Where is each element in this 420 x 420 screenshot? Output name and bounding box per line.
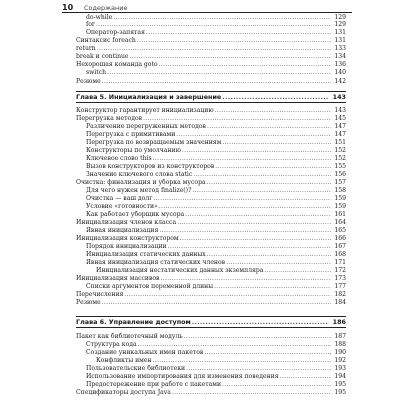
entry-page: 140 bbox=[334, 69, 346, 76]
dot-leader bbox=[184, 333, 331, 341]
dot-leader bbox=[280, 373, 331, 381]
toc-entry bbox=[76, 211, 346, 219]
dot-leader bbox=[153, 357, 331, 365]
entry-page: 187 bbox=[334, 333, 346, 340]
toc-entry bbox=[76, 381, 346, 389]
entry-title: Резюме bbox=[76, 78, 101, 85]
dot-leader bbox=[215, 107, 331, 115]
entry-page: 147 bbox=[334, 131, 346, 138]
toc-entry bbox=[76, 37, 346, 45]
toc-entry bbox=[76, 349, 346, 357]
toc-entry bbox=[76, 251, 346, 259]
entry-page: 158 bbox=[334, 187, 346, 194]
entry-page: 195 bbox=[334, 389, 346, 396]
entry-page: 173 bbox=[334, 275, 346, 282]
entry-page: 190 bbox=[334, 349, 346, 356]
entry-page: 186 bbox=[332, 318, 346, 326]
entry-title: Пользовательские библиотеки bbox=[86, 365, 186, 372]
toc-entry bbox=[76, 78, 346, 86]
entry-title: Инициализация нестатических данных экземпляра bbox=[96, 267, 264, 274]
entry-page: 184 bbox=[334, 299, 346, 306]
entry-title: Явная инициализация bbox=[86, 227, 159, 234]
entry-page: 136 bbox=[334, 61, 346, 68]
entry-page: 131 bbox=[334, 37, 346, 44]
entry-title: switch bbox=[86, 69, 107, 76]
dot-leader bbox=[107, 69, 331, 77]
entry-title: Инициализация массивов bbox=[76, 275, 160, 282]
entry-page: 171 bbox=[334, 259, 346, 266]
entry-page: 164 bbox=[334, 219, 346, 226]
dot-leader bbox=[204, 349, 331, 357]
entry-title: Ключевое слово this bbox=[86, 155, 152, 162]
toc-entry bbox=[76, 115, 346, 123]
entry-page: 134 bbox=[334, 53, 346, 60]
toc-entry bbox=[76, 259, 346, 267]
dot-leader bbox=[130, 53, 331, 61]
dot-leader bbox=[102, 78, 331, 86]
toc-entry bbox=[76, 275, 346, 283]
entry-page: 166 bbox=[334, 235, 346, 242]
entry-title: for bbox=[86, 21, 95, 28]
dot-leader bbox=[215, 163, 331, 171]
dot-leader bbox=[185, 211, 331, 219]
toc-entry bbox=[76, 139, 346, 147]
entry-page: 143 bbox=[334, 107, 346, 114]
entry-title: Явная инициализация статических членов bbox=[86, 259, 226, 266]
dot-leader bbox=[153, 195, 331, 203]
entry-title: Очистка — ваш долг bbox=[86, 195, 153, 202]
entry-page: 131 bbox=[334, 29, 346, 36]
entry-page: 195 bbox=[334, 381, 346, 388]
entry-page: 159 bbox=[334, 195, 346, 202]
toc-entry bbox=[76, 341, 346, 349]
toc-entry bbox=[76, 155, 346, 163]
entry-page: 172 bbox=[334, 267, 346, 274]
dot-leader bbox=[138, 341, 331, 349]
chapter-rule-top bbox=[76, 91, 346, 92]
entry-page: 194 bbox=[334, 373, 346, 380]
toc-entry bbox=[76, 29, 346, 37]
toc-entry bbox=[76, 107, 346, 115]
entry-title: Инициализация членов класса bbox=[76, 219, 177, 226]
entry-page: 133 bbox=[334, 45, 346, 52]
toc-entry bbox=[76, 179, 346, 187]
dot-leader bbox=[96, 21, 331, 29]
toc-entry bbox=[76, 365, 346, 373]
dot-leader bbox=[226, 259, 331, 267]
toc-entry bbox=[76, 195, 346, 203]
toc-entry bbox=[76, 283, 346, 291]
entry-title: Для чего нужен метод finalize()? bbox=[86, 187, 192, 194]
chapter-rule-bottom bbox=[76, 327, 346, 328]
chapter-rule-bottom bbox=[76, 102, 346, 103]
entry-page: 161 bbox=[334, 211, 346, 218]
entry-title: Глава 5. Инициализация и завершение bbox=[76, 93, 222, 101]
dot-leader bbox=[264, 267, 331, 275]
entry-title: Глава 6. Управление доступом bbox=[76, 318, 191, 326]
header-rule bbox=[62, 12, 352, 13]
entry-page: 193 bbox=[334, 365, 346, 372]
toc-entry bbox=[76, 187, 346, 195]
toc-entry bbox=[76, 389, 346, 397]
entry-title: Инициализация конструктором bbox=[76, 235, 179, 242]
entry-title: Списки аргументов переменной длины bbox=[86, 283, 214, 290]
running-title: Содержание bbox=[84, 3, 128, 12]
page-number: 10 bbox=[62, 3, 74, 12]
entry-title: do-while bbox=[86, 14, 113, 21]
dot-leader bbox=[172, 389, 331, 397]
entry-title: Создание уникальных имен пакетов bbox=[86, 349, 204, 356]
entry-page: 151 bbox=[334, 139, 346, 146]
entry-title: Резюме bbox=[76, 299, 101, 306]
entry-page: 182 bbox=[334, 291, 346, 298]
entry-title: Конструкторы по умолчанию bbox=[86, 147, 181, 154]
chapter-heading bbox=[76, 318, 346, 326]
toc-entry bbox=[76, 357, 346, 365]
dot-leader bbox=[186, 365, 331, 373]
entry-title: Инициализация статических данных bbox=[86, 251, 206, 258]
toc-entry bbox=[76, 243, 346, 251]
entry-title: Структура кода bbox=[86, 341, 137, 348]
entry-title: Конструктор гарантирует инициализацию bbox=[76, 107, 214, 114]
chapter-heading bbox=[76, 93, 346, 101]
entry-page: 142 bbox=[334, 78, 346, 85]
toc-entry bbox=[76, 219, 346, 227]
toc-entry bbox=[76, 299, 346, 307]
dot-leader bbox=[222, 139, 331, 147]
entry-page: 167 bbox=[334, 243, 346, 250]
toc-entry bbox=[76, 53, 346, 61]
toc-entry bbox=[76, 267, 346, 275]
dot-leader bbox=[153, 155, 331, 163]
toc-entry bbox=[76, 235, 346, 243]
entry-title: Условие «готовности» bbox=[86, 203, 158, 210]
dot-leader bbox=[180, 235, 331, 243]
toc-entry bbox=[76, 69, 346, 77]
entry-page: 156 bbox=[334, 171, 346, 178]
entry-title: Предостережение при работе с пакетами bbox=[86, 381, 222, 388]
entry-page: 152 bbox=[334, 155, 346, 162]
entry-title: Различение перегруженных методов bbox=[86, 123, 206, 130]
dot-leader bbox=[168, 243, 331, 251]
entry-title: return bbox=[76, 45, 96, 52]
entry-page: 168 bbox=[334, 251, 346, 258]
entry-title: Как работает уборщик мусора bbox=[86, 211, 185, 218]
entry-page: 129 bbox=[334, 21, 346, 28]
entry-title: Перегрузка методов bbox=[76, 115, 143, 122]
dot-leader bbox=[182, 147, 331, 155]
entry-title: Оператор-запятая bbox=[86, 29, 145, 36]
dot-leader bbox=[159, 227, 331, 235]
toc-entry bbox=[76, 163, 346, 171]
entry-title: Синтаксис foreach bbox=[76, 37, 136, 44]
toc-entry bbox=[76, 227, 346, 235]
entry-page: 152 bbox=[334, 147, 346, 154]
entry-page: 192 bbox=[334, 357, 346, 364]
entry-page: 147 bbox=[334, 123, 346, 130]
toc-entry bbox=[76, 45, 346, 53]
dot-leader bbox=[102, 299, 331, 307]
entry-title: break и continue bbox=[76, 53, 129, 60]
dot-leader bbox=[192, 318, 329, 326]
entry-page: 155 bbox=[334, 163, 346, 170]
toc-entry bbox=[76, 373, 346, 381]
dot-leader bbox=[146, 29, 331, 37]
dot-leader bbox=[159, 203, 331, 211]
entry-title: Нехорошая команда goto bbox=[76, 61, 158, 68]
entry-title: Пакет как библиотечный модуль bbox=[76, 333, 183, 340]
toc-entry bbox=[76, 291, 346, 299]
dot-leader bbox=[207, 251, 331, 259]
entry-title: Использование импортирования для изменения поведения bbox=[86, 373, 279, 380]
chapter-rule-top bbox=[76, 316, 346, 317]
dot-leader bbox=[193, 171, 331, 179]
entry-title: Спецификаторы доступа Java bbox=[76, 389, 171, 396]
entry-page: 165 bbox=[334, 227, 346, 234]
entry-title: Вызов конструкторов из конструкторов bbox=[86, 163, 215, 170]
toc-entry bbox=[76, 171, 346, 179]
toc-entry bbox=[76, 333, 346, 341]
toc-entry bbox=[76, 131, 346, 139]
dot-leader bbox=[177, 219, 331, 227]
dot-leader bbox=[161, 275, 332, 283]
dot-leader bbox=[222, 381, 331, 389]
dot-leader bbox=[124, 291, 331, 299]
dot-leader bbox=[192, 187, 331, 195]
toc-entry bbox=[76, 123, 346, 131]
dot-leader bbox=[97, 45, 331, 53]
entry-page: 129 bbox=[334, 14, 346, 21]
entry-page: 188 bbox=[334, 341, 346, 348]
toc-entry bbox=[76, 203, 346, 211]
entry-page: 145 bbox=[334, 115, 346, 122]
dot-leader bbox=[137, 37, 331, 45]
dot-leader bbox=[207, 123, 331, 131]
dot-leader bbox=[143, 115, 331, 123]
dot-leader bbox=[214, 283, 331, 291]
entry-page: 159 bbox=[334, 203, 346, 210]
dot-leader bbox=[176, 131, 331, 139]
entry-title: Конфликты имен bbox=[96, 357, 152, 364]
entry-title: Порядок инициализации bbox=[86, 243, 167, 250]
entry-page: 157 bbox=[334, 179, 346, 186]
toc-entry bbox=[76, 21, 346, 29]
toc-entry bbox=[76, 147, 346, 155]
entry-title: Перегрузка с примитивами bbox=[86, 131, 176, 138]
toc-entry bbox=[76, 61, 346, 69]
entry-title: Перечисления bbox=[76, 291, 124, 298]
entry-page: 177 bbox=[334, 283, 346, 290]
entry-page: 143 bbox=[332, 93, 346, 101]
entry-title: Очистка: финализация и уборка мусора bbox=[76, 179, 206, 186]
dot-leader bbox=[207, 179, 331, 187]
dot-leader bbox=[222, 93, 329, 101]
entry-title: Перегрузка по возвращаемым значениям bbox=[86, 139, 222, 146]
entry-title: Значение ключевого слова static bbox=[86, 171, 193, 178]
dot-leader bbox=[159, 61, 331, 69]
